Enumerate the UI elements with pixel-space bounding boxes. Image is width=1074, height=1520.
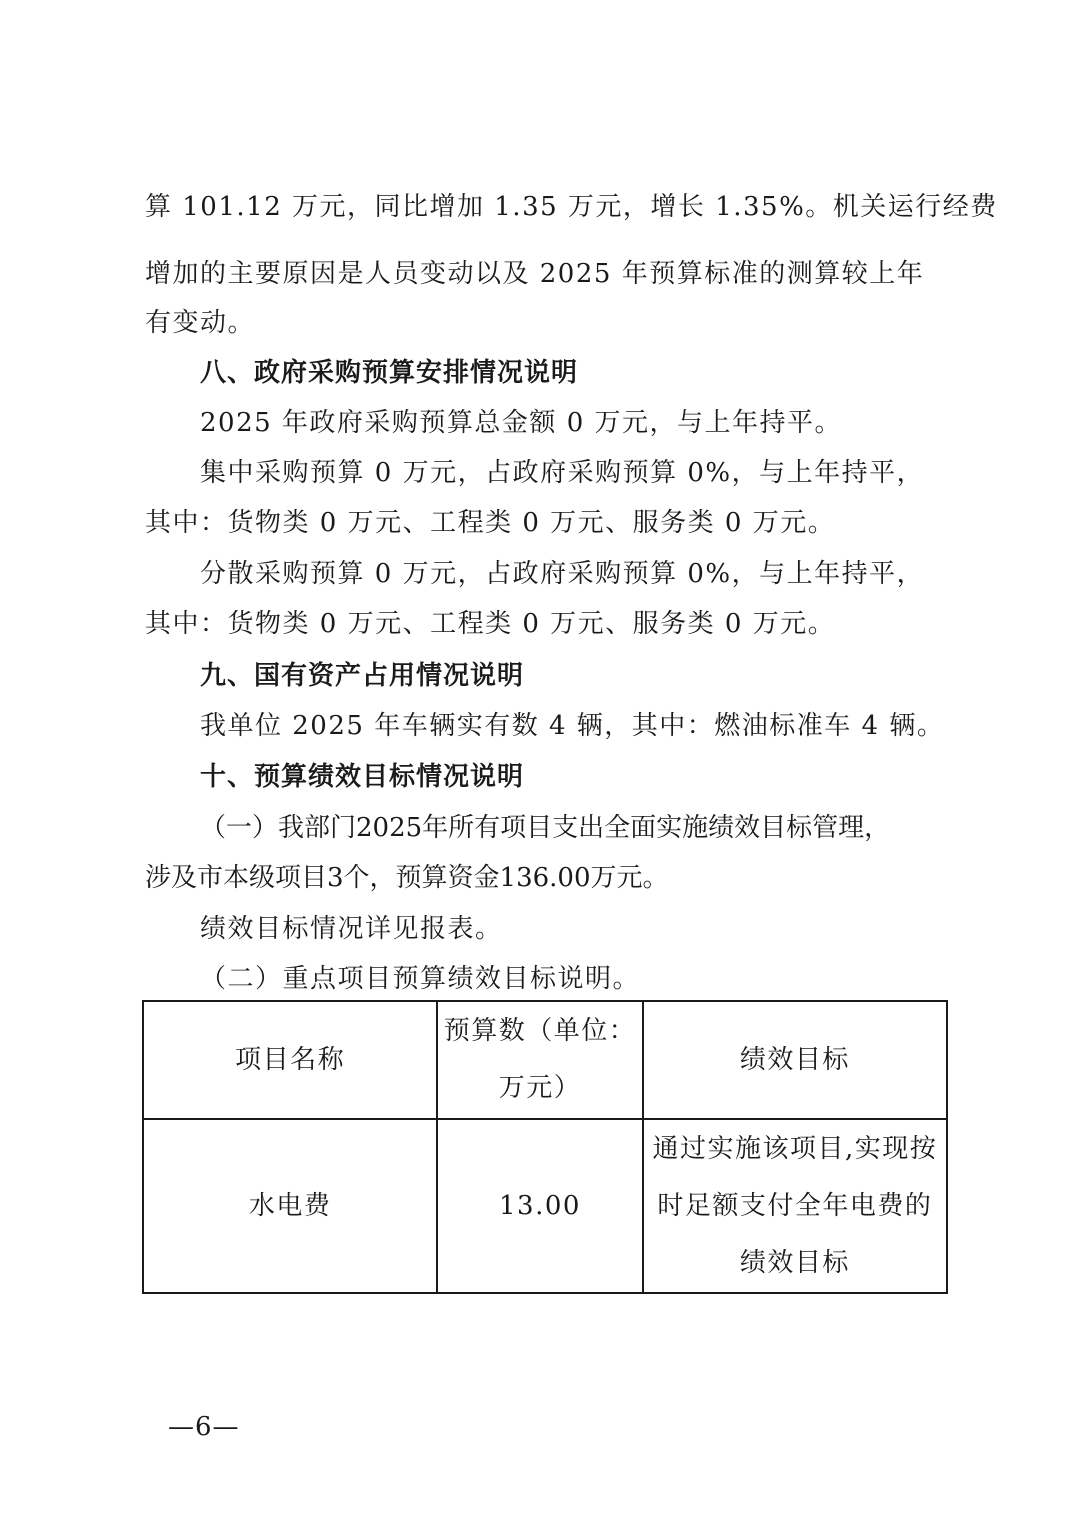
header-project-name: 项目名称	[143, 1001, 437, 1119]
paragraph-line: 集中采购预算 0 万元，占政府采购预算 0%，与上年持平，	[200, 458, 925, 488]
paragraph-line: 增加的主要原因是人员变动以及 2025 年预算标准的测算较上年	[145, 259, 925, 289]
section-heading-10: 十、预算绩效目标情况说明	[200, 762, 525, 792]
paragraph-line: 绩效目标情况详见报表。	[200, 914, 503, 944]
cell-budget: 13.00	[437, 1119, 643, 1293]
cell-project-name: 水电费	[143, 1119, 437, 1293]
paragraph-line: （一）我部门2025年所有项目支出全面实施绩效目标管理，	[200, 813, 891, 843]
paragraph-line: 有变动。	[145, 308, 256, 338]
paragraph-line: 2025 年政府采购预算总金额 0 万元，与上年持平。	[200, 408, 843, 438]
paragraph-line: 涉及市本级项目3个，预算资金136.00万元。	[145, 863, 669, 893]
performance-goal-table	[142, 1000, 948, 1294]
paragraph-line: （二）重点项目预算绩效目标说明。	[200, 964, 641, 994]
section-heading-9: 九、国有资产占用情况说明	[200, 661, 525, 691]
section-heading-8: 八、政府采购预算安排情况说明	[200, 358, 579, 388]
paragraph-line: 其中：货物类 0 万元、工程类 0 万元、服务类 0 万元。	[145, 508, 836, 538]
paragraph-line: 其中：货物类 0 万元、工程类 0 万元、服务类 0 万元。	[145, 609, 836, 639]
cell-goal: 通过实施该项目,实现按时足额支付全年电费的绩效目标	[643, 1119, 947, 1293]
table-header-row	[143, 1001, 947, 1119]
page-number: —6—	[168, 1412, 240, 1442]
paragraph-line: 分散采购预算 0 万元，占政府采购预算 0%，与上年持平，	[200, 559, 925, 589]
header-budget: 预算数（单位：万元）	[437, 1001, 643, 1119]
header-goal: 绩效目标	[643, 1001, 947, 1119]
table-row	[143, 1119, 947, 1293]
paragraph-line: 算 101.12 万元，同比增加 1.35 万元，增长 1.35%。机关运行经费	[145, 192, 998, 222]
paragraph-line: 我单位 2025 年车辆实有数 4 辆，其中：燃油标准车 4 辆。	[200, 711, 945, 741]
